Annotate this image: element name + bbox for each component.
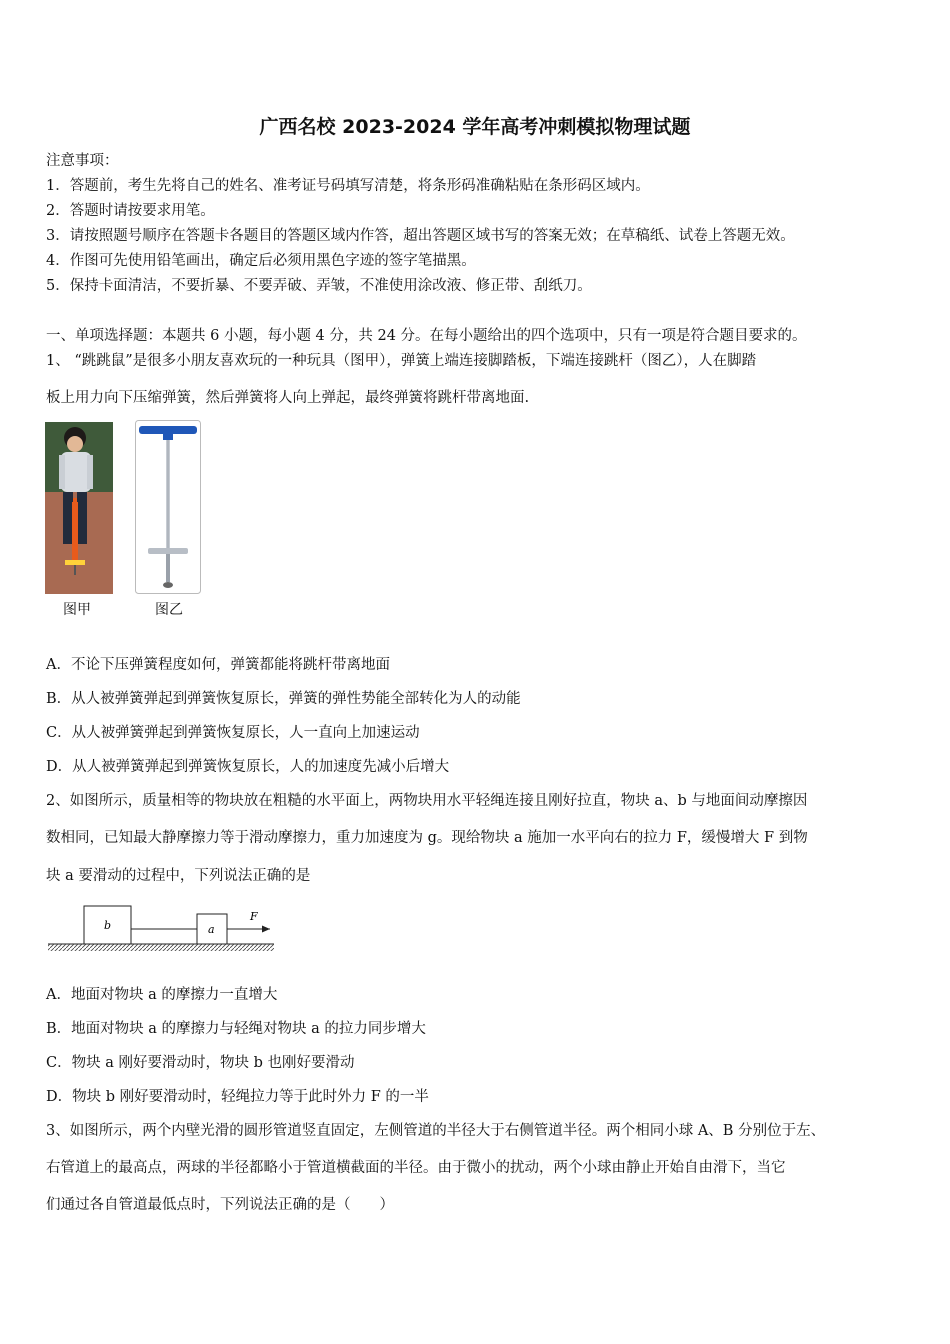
q3-stem-line: 们通过各自管道最低点时，下列说法正确的是（ ） — [46, 1197, 394, 1213]
q3-stem-line: 右管道上的最高点，两球的半径都略小于管道横截面的半径。由于微小的扰动，两个小球由静止开始自由滑下，当它 — [46, 1160, 786, 1176]
blocks-diagram — [46, 900, 278, 958]
notice-item: 1．答题前，考生先将自己的姓名、准考证号码填写清楚，将条形码准确粘贴在条形码区域内。 — [46, 178, 650, 194]
force-arrow — [262, 926, 270, 933]
q1-option-c: C．从人被弹簧弹起到弹簧恢复原长，人一直向上加速运动 — [46, 725, 420, 741]
notice-item: 4．作图可先使用铅笔画出，确定后必须用黑色字迹的签字笔描黑。 — [46, 253, 476, 269]
q2-stem-line: 块 a 要滑动的过程中，下列说法正确的是 — [46, 868, 311, 884]
pogo-stick-figure — [135, 420, 201, 594]
notice-heading: 注意事项： — [46, 153, 119, 169]
q3-stem-line: 3、如图所示，两个内壁光滑的圆形管道竖直固定，左侧管道的半径大于右侧管道半径。两个相同小球 A、B 分别位于左、 — [46, 1123, 826, 1139]
fig-a-caption: 图甲 — [63, 602, 91, 618]
fig-b-caption: 图乙 — [155, 602, 183, 618]
q1-option-d: D．从人被弹簧弹起到弹簧恢复原长，人的加速度先减小后增大 — [46, 759, 450, 775]
q2-option-b: B．地面对物块 a 的摩擦力与轻绳对物块 a 的拉力同步增大 — [46, 1021, 426, 1037]
pogo-child-photo — [45, 422, 113, 594]
q2-option-c: C．物块 a 刚好要滑动时，物块 b 也刚好要滑动 — [46, 1055, 355, 1071]
q2-stem-line: 数相同，已知最大静摩擦力等于滑动摩擦力，重力加速度为 g。现给物块 a 施加一水平向右的拉力 F，缓慢增大 F 到物 — [46, 830, 808, 846]
q1-stem-line: 1、 “跳跳鼠”是很多小朋友喜欢玩的一种玩具（图甲），弹簧上端连接脚踏板，下端连接跳杆（图乙），人在脚踏 — [46, 353, 757, 369]
q2-option-d: D．物块 b 刚好要滑动时，轻绳拉力等于此时外力 F 的一半 — [46, 1089, 429, 1105]
section-heading: 一、单项选择题：本题共 6 小题，每小题 4 分，共 24 分。在每小题给出的四个选项中，只有一项是符合题目要求的。 — [46, 328, 807, 344]
q2-option-a: A．地面对物块 a 的摩擦力一直增大 — [46, 987, 278, 1003]
q2-stem-line: 2、如图所示，质量相等的物块放在粗糙的水平面上，两物块用水平轻绳连接且刚好拉直，物块 a、b 与地面间动摩擦因 — [46, 793, 808, 809]
q1-stem-line: 板上用力向下压缩弹簧，然后弹簧将人向上弹起，最终弹簧将跳杆带离地面. — [46, 390, 530, 406]
notice-item: 5．保持卡面清洁，不要折暴、不要弄破、弄皱，不准使用涂改液、修正带、刮纸刀。 — [46, 278, 592, 294]
label-f: F — [250, 910, 258, 923]
label-a: a — [208, 923, 215, 936]
page-title: 广西名校 2023-2024 学年高考冲刺模拟物理试题 — [259, 116, 691, 138]
notice-item: 3．请按照题号顺序在答题卡各题目的答题区域内作答，超出答题区域书写的答案无效；在草稿纸、试卷上答题无效。 — [46, 228, 795, 244]
q1-option-b: B．从人被弹簧弹起到弹簧恢复原长，弹簧的弹性势能全部转化为人的动能 — [46, 691, 521, 707]
label-b: b — [104, 919, 112, 932]
q1-option-a: A．不论下压弹簧程度如何，弹簧都能将跳杆带离地面 — [46, 657, 390, 673]
notice-item: 2．答题时请按要求用笔。 — [46, 203, 215, 219]
